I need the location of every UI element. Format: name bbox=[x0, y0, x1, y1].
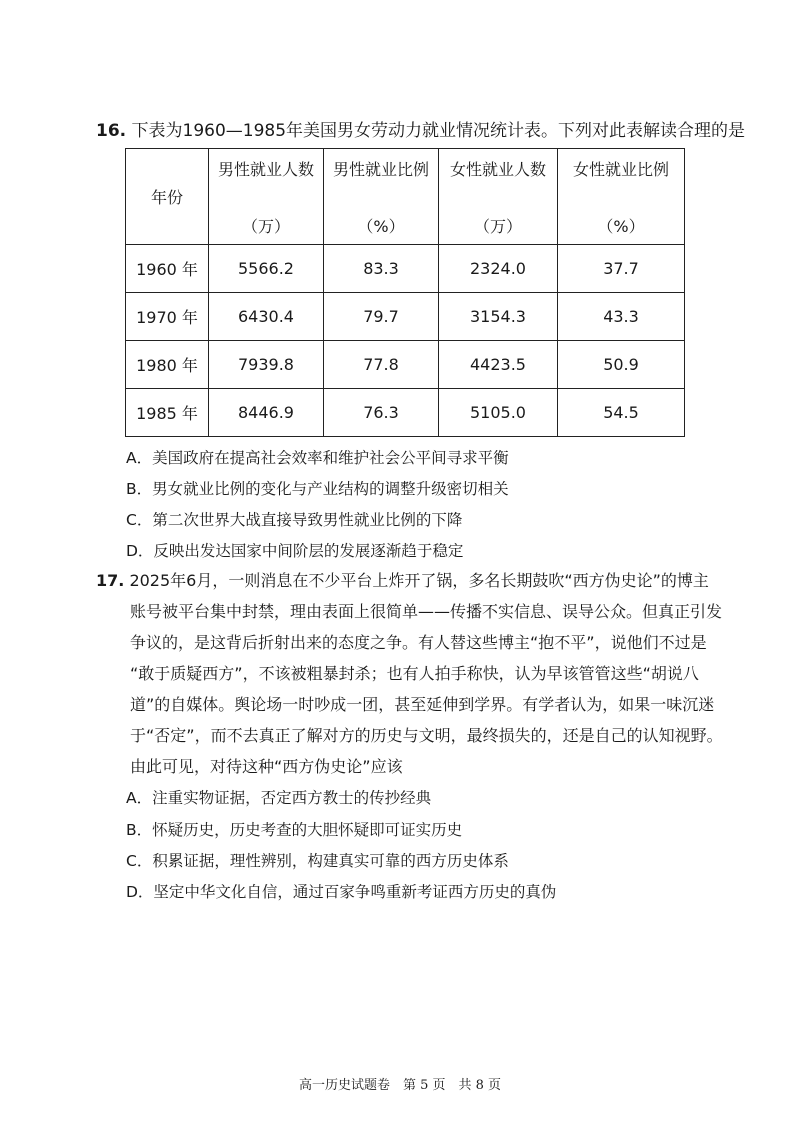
cell-male-ratio: 77.8 bbox=[324, 341, 439, 389]
q16-option-c: C．第二次世界大战直接导致男性就业比例的下降 bbox=[126, 511, 463, 529]
question-17-line: 由此可见，对待这种“西方伪史论”应该 bbox=[130, 757, 403, 776]
cell-female-ratio: 37.7 bbox=[558, 245, 685, 293]
table-row bbox=[126, 341, 685, 389]
table-row bbox=[126, 389, 685, 437]
question-17-line: 账号被平台集中封禁，理由表面上很简单——传播不实信息、误导公众。但真正引发 bbox=[130, 602, 723, 621]
cell-female-count: 3154.3 bbox=[439, 293, 558, 341]
header-female-count: 女性就业人数 （万） bbox=[439, 149, 558, 245]
table-header-row bbox=[126, 149, 685, 245]
cell-year: 1980 年 bbox=[126, 341, 209, 389]
header-year: 年份 bbox=[126, 149, 209, 245]
question-16-number: 16. bbox=[96, 121, 127, 141]
question-17-number: 17. bbox=[96, 571, 125, 590]
q16-option-b: B．男女就业比例的变化与产业结构的调整升级密切相关 bbox=[126, 480, 509, 498]
cell-male-count: 8446.9 bbox=[209, 389, 324, 437]
cell-male-ratio: 79.7 bbox=[324, 293, 439, 341]
q17-option-b: B．怀疑历史，历史考查的大胆怀疑即可证实历史 bbox=[126, 821, 463, 839]
header-male-ratio: 男性就业比例 （%） bbox=[324, 149, 439, 245]
cell-year: 1960 年 bbox=[126, 245, 209, 293]
header-female-ratio: 女性就业比例 （%） bbox=[558, 149, 685, 245]
cell-female-ratio: 50.9 bbox=[558, 341, 685, 389]
cell-male-count: 6430.4 bbox=[209, 293, 324, 341]
question-17-line: 道”的自媒体。舆论场一时吵成一团，甚至延伸到学界。有学者认为，如果一味沉迷 bbox=[130, 695, 715, 714]
cell-male-count: 7939.8 bbox=[209, 341, 324, 389]
q17-option-a: A．注重实物证据，否定西方教士的传抄经典 bbox=[126, 789, 432, 807]
cell-female-count: 4423.5 bbox=[439, 341, 558, 389]
q16-option-a: A．美国政府在提高社会效率和维护社会公平间寻求平衡 bbox=[126, 449, 509, 467]
question-17-line: 于“否定”，而不去真正了解对方的历史与文明，最终损失的，还是自己的认知视野。 bbox=[130, 726, 723, 745]
cell-year: 1970 年 bbox=[126, 293, 209, 341]
cell-year: 1985 年 bbox=[126, 389, 209, 437]
question-17-stem bbox=[96, 565, 736, 782]
cell-male-count: 5566.2 bbox=[209, 245, 324, 293]
cell-female-ratio: 43.3 bbox=[558, 293, 685, 341]
q16-option-d: D．反映出发达国家中间阶层的发展逐渐趋于稳定 bbox=[126, 542, 464, 560]
question-17-line: 争议的，是这背后折射出来的态度之争。有人替这些博主“抱不平”，说他们不过是 bbox=[130, 633, 707, 652]
page-footer: 高一历史试题卷 第 5 页 共 8 页 bbox=[298, 1078, 502, 1093]
question-17-line: 17. 2025年6月，一则消息在不少平台上炸开了锅，多名长期鼓吹“西方伪史论”的博主 bbox=[96, 565, 736, 596]
employment-stats-table bbox=[125, 148, 685, 437]
cell-female-ratio: 54.5 bbox=[558, 389, 685, 437]
cell-male-ratio: 83.3 bbox=[324, 245, 439, 293]
q17-option-d: D．坚定中华文化自信，通过百家争鸣重新考证西方历史的真伪 bbox=[126, 883, 557, 901]
header-male-count: 男性就业人数 （万） bbox=[209, 149, 324, 245]
table-row bbox=[126, 293, 685, 341]
table-row bbox=[126, 245, 685, 293]
question-16-stem bbox=[96, 116, 745, 141]
q17-option-c: C．积累证据，理性辨别，构建真实可靠的西方历史体系 bbox=[126, 852, 509, 870]
cell-male-ratio: 76.3 bbox=[324, 389, 439, 437]
cell-female-count: 5105.0 bbox=[439, 389, 558, 437]
cell-female-count: 2324.0 bbox=[439, 245, 558, 293]
question-17-line: “敢于质疑西方”，不该被粗暴封杀；也有人拍手称快，认为早该管管这些“胡说八 bbox=[130, 664, 699, 683]
question-16-text: 下表为1960—1985年美国男女劳动力就业情况统计表。下列对此表解读合理的是 bbox=[131, 121, 746, 141]
